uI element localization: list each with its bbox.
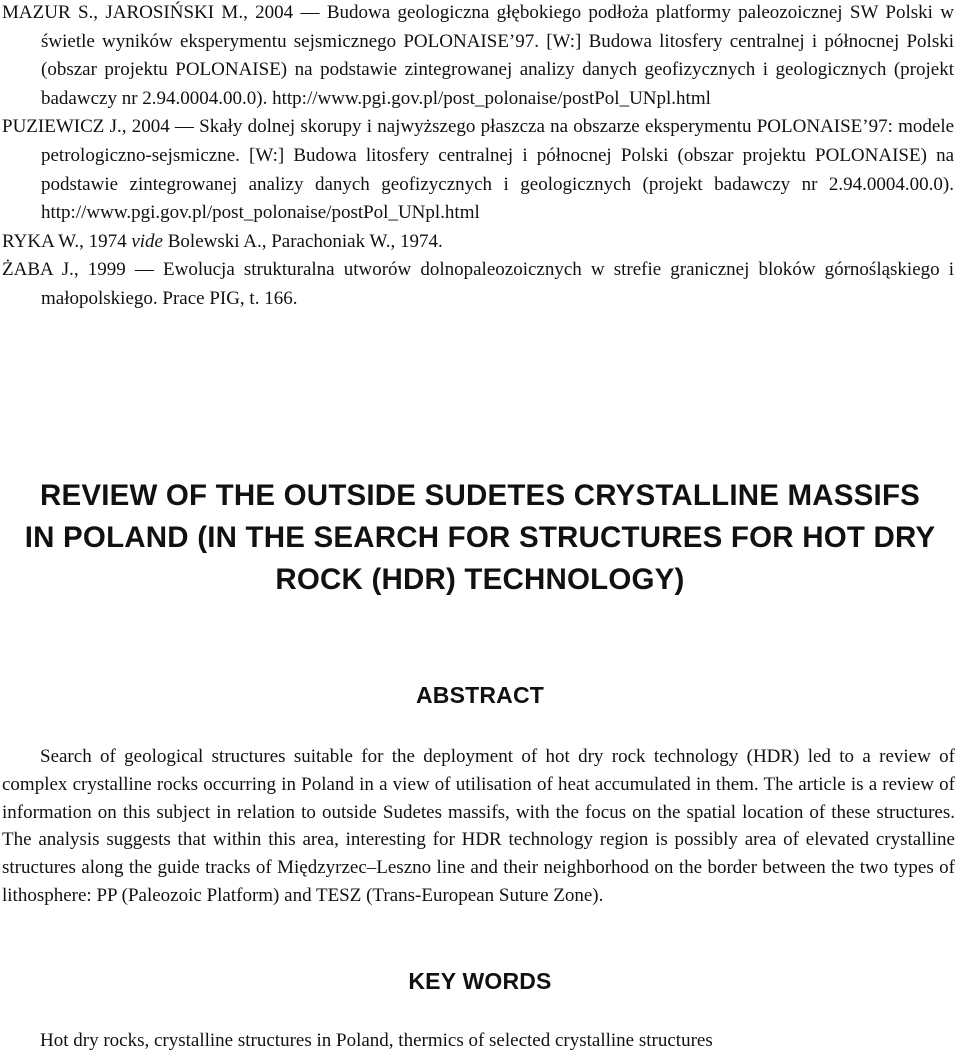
article-title [0,475,960,601]
reference-year: 1974 [88,230,127,252]
reference-entry: ŻABA J., 1999 — Ewolucja strukturalna utworów dolnopaleozoicznych w strefie granicznej bloków górnośląskiego i małopolskiego. Prace PIG, t. 166. [2,259,955,309]
reference-authors: MAZUR S., JAROSIŃSKI M. [2,2,244,23]
reference-body: Ewolucja strukturalna utworów dolnopaleozoicznych w strefie granicznej bloków górnośląskiego i małopolskiego. Prace PIG, t. 166. [41,259,955,309]
reference-body: Bolewski A., Parachoniak W., 1974. [167,230,443,252]
keywords-text: Hot dry rocks, crystalline structures in Poland, thermics of selected crystalline structures [40,1030,713,1051]
reference-authors: RYKA W. [2,230,80,252]
reference-entry: PUZIEWICZ J., 2004 — Skały dolnej skorupy i najwyższego płaszcza na obszarze eksperymentu POLONAISE’97: modele petrologiczno-sejsmiczne. [W:] Budowa litosfery centralnej i północnej Polski (obszar projektu POLONAISE) na podstawie zintegrowanej analizy danych geofizycznych i geologicznych (projekt badawczy nr 2.94.0004.00.0). http://www.pgi.gov.pl/post_polonaise/postPol_UNpl.html [2,116,955,224]
article-title-line: REVIEW OF THE OUTSIDE SUDETES CRYSTALLINE MASSIFS [39,479,921,512]
abstract-text: Search of geological structures suitable for the deployment of hot dry rock technology (HDR) led to a review of complex crystalline rocks occurring in Poland in a view of utilisation of heat accumulated in them. The article is a review of information on this subject in relation to outside Sudetes massifs, with the focus on the spatial location of these structures. The analysis suggests that within this area, interesting for HDR technology region is possibly area of elevated crystalline structures along the guide tracks of Międzyrzec–Leszno line and their neighborhood on the border between the two types of lithosphere: PP (Paleozoic Platform) and TESZ (Trans-European Suture Zone). [2,746,955,906]
reference-vide: vide [131,230,163,252]
abstract-heading: ABSTRACT [415,682,545,708]
reference-year: 1999 [87,259,126,281]
reference-list [0,0,960,314]
reference-authors: ŻABA J. [2,259,74,281]
article-title-line: ROCK (HDR) TECHNOLOGY) [275,563,685,596]
reference-url[interactable]: http://www.pgi.gov.pl/post_polonaise/postPol_UNpl.html [41,202,480,224]
reference-body: Budowa geologiczna głębokiego podłoża platformy paleozoicznej SW Polski w świetle wyników eksperymentu sejsmicznego POLONAISE’97. [W:] Budowa litosfery centralnej i północnej Polski (obszar projektu POLONAISE) na podstawie zintegrowanej analizy danych geofizycznych i geologicznych (projekt badawczy nr 2.94.0004.00.0). [41,2,954,109]
reference-authors: PUZIEWICZ J. [2,116,122,138]
reference-entry: RYKA W., 1974 vide Bolewski A., Parachoniak W., 1974. [2,230,443,252]
reference-entry: MAZUR S., JAROSIŃSKI M., 2004 — Budowa geologiczna głębokiego podłoża platformy paleozoicznej SW Polski w świetle wyników eksperymentu sejsmicznego POLONAISE’97. [W:] Budowa litosfery centralnej i północnej Polski (obszar projektu POLONAISE) na podstawie zintegrowanej analizy danych geofizycznych i geologicznych (projekt badawczy nr 2.94.0004.00.0). http://www.pgi.gov.pl/post_polonaise/postPol_UNpl.html [2,2,954,109]
reference-year: 2004 [255,2,294,23]
reference-body: Skały dolnej skorupy i najwyższego płaszcza na obszarze eksperymentu POLONAISE’97: modele petrologiczno-sejsmiczne. [W:] Budowa litosfery centralnej i północnej Polski (obszar projektu POLONAISE) na podstawie zintegrowanej analizy danych geofizycznych i geologicznych (projekt badawczy nr 2.94.0004.00.0). [41,116,955,195]
keywords-heading: KEY WORDS [408,968,552,994]
reference-url[interactable]: http://www.pgi.gov.pl/post_polonaise/postPol_UNpl.html [272,87,711,109]
reference-year: 2004 [131,116,170,138]
article-title-line: IN POLAND (IN THE SEARCH FOR STRUCTURES FOR HOT DRY [24,521,936,554]
